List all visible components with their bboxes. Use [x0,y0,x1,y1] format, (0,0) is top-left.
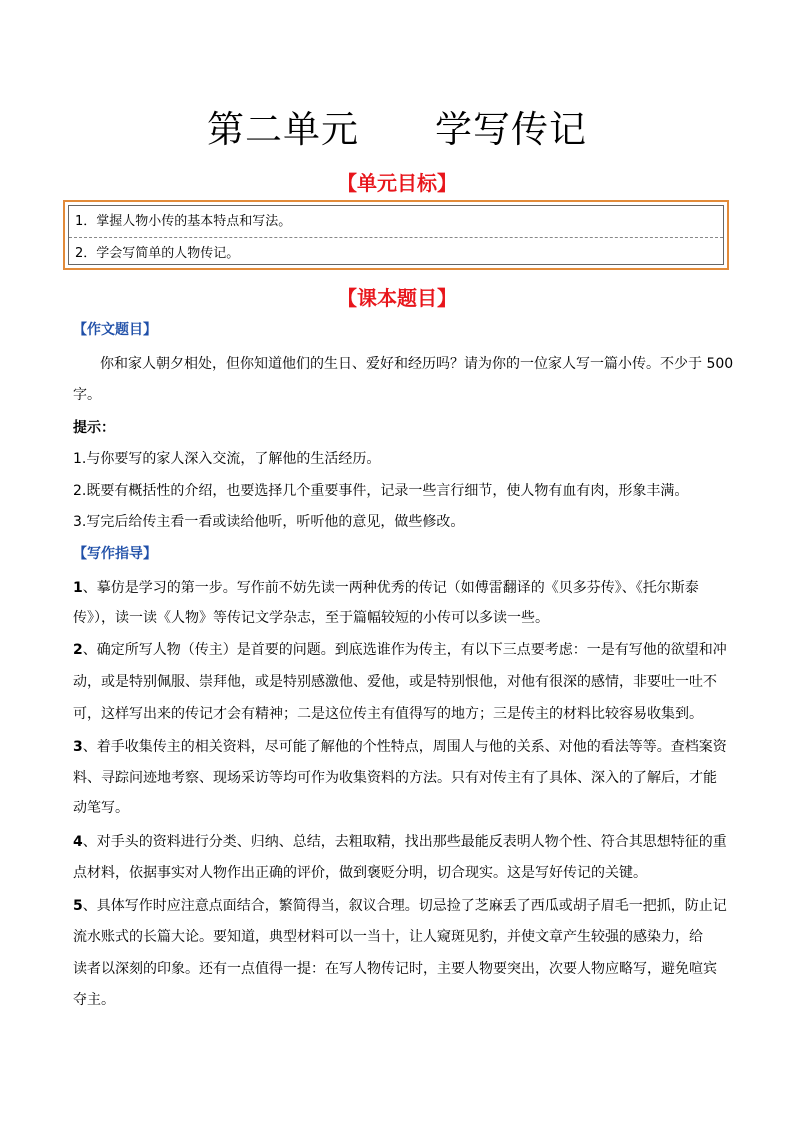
goals-box [63,200,729,270]
guide-line: 2、确定所写人物（传主）是首要的问题。到底选谁作为传主，有以下三点要考虑：一是有写他的欲望和冲 [73,642,727,658]
guide-number: 3 [73,739,83,755]
guide-number: 4 [73,834,83,850]
hint-item: 1.与你要写的家人深入交流，了解他的生活经历。 [73,451,381,467]
guide-number: 2 [73,642,83,658]
guide-heading: 【写作指导】 [73,546,157,562]
guide-number: 5 [73,898,83,914]
guide-line: 4、对手头的资料进行分类、归纳、总结，去粗取精，找出那些最能反表明人物个性、符合其思想特征的重 [73,834,727,850]
guide-number: 1 [73,580,83,596]
guide-line: 点材料，依据事实对人物作出正确的评价，做到褒贬分明，切合现实。这是写好传记的关键。 [73,865,647,881]
guide-line: 3、着手收集传主的相关资料，尽可能了解他的个性特点，周围人与他的关系、对他的看法等等。查档案资 [73,739,727,755]
guide-line: 可，这样写出来的传记才会有精神；二是这位传主有值得写的地方；三是传主的材料比较容易收集到。 [73,706,703,722]
hint-item: 2.既要有概括性的介绍，也要选择几个重要事件，记录一些言行细节，使人物有血有肉，形象丰满。 [73,483,689,499]
task-heading: 【课本题目】 [337,286,457,310]
goal-item: 1．掌握人物小传的基本特点和写法。 [75,214,292,229]
guide-line: 5、具体写作时应注意点面结合，繁简得当，叙议合理。切忌捡了芝麻丢了西瓜或胡子眉毛一把抓，防止记 [73,898,727,914]
guide-line: 动，或是特别佩服、崇拜他，或是特别感激他、爱他，或是特别恨他，对他有很深的感情，非要吐一吐不 [73,674,717,690]
guide-line: 1、摹仿是学习的第一步。写作前不妨先读一两种优秀的传记（如傅雷翻译的《贝多芬传》、《托尔斯泰 [73,580,699,596]
guide-line: 传》），读一读《人物》等传记文学杂志，至于篇幅较短的小传可以多读一些。 [73,610,549,626]
guide-line: 读者以深刻的印象。还有一点值得一提：在写人物传记时，主要人物要突出，次要人物应略写，避免喧宾 [73,961,717,977]
hint-item: 3.写完后给传主看一看或读给他听，听听他的意见，做些修改。 [73,514,465,530]
page-title: 第二单元 学写传记 [207,108,587,151]
guide-line: 夺主。 [73,992,115,1008]
composition-line: 字。 [73,387,101,403]
guide-line: 动笔写。 [73,800,129,816]
guide-line: 料、寻踪问迹地考察、现场采访等均可作为收集资料的方法。只有对传主有了具体、深入的了解后，才能 [73,770,717,786]
composition-line: 你和家人朝夕相处，但你知道他们的生日、爱好和经历吗？请为你的一位家人写一篇小传。不少于 500 [100,356,734,372]
guide-line: 流水账式的长篇大论。要知道，典型材料可以一当十，让人窥斑见豹，并使文章产生较强的感染力，给 [73,929,703,945]
goals-heading: 【单元目标】 [337,171,457,195]
goals-table [68,205,724,265]
goal-item: 2．学会写简单的人物传记。 [69,237,723,268]
hints-label: 提示： [73,420,115,436]
composition-heading: 【作文题目】 [73,322,157,338]
